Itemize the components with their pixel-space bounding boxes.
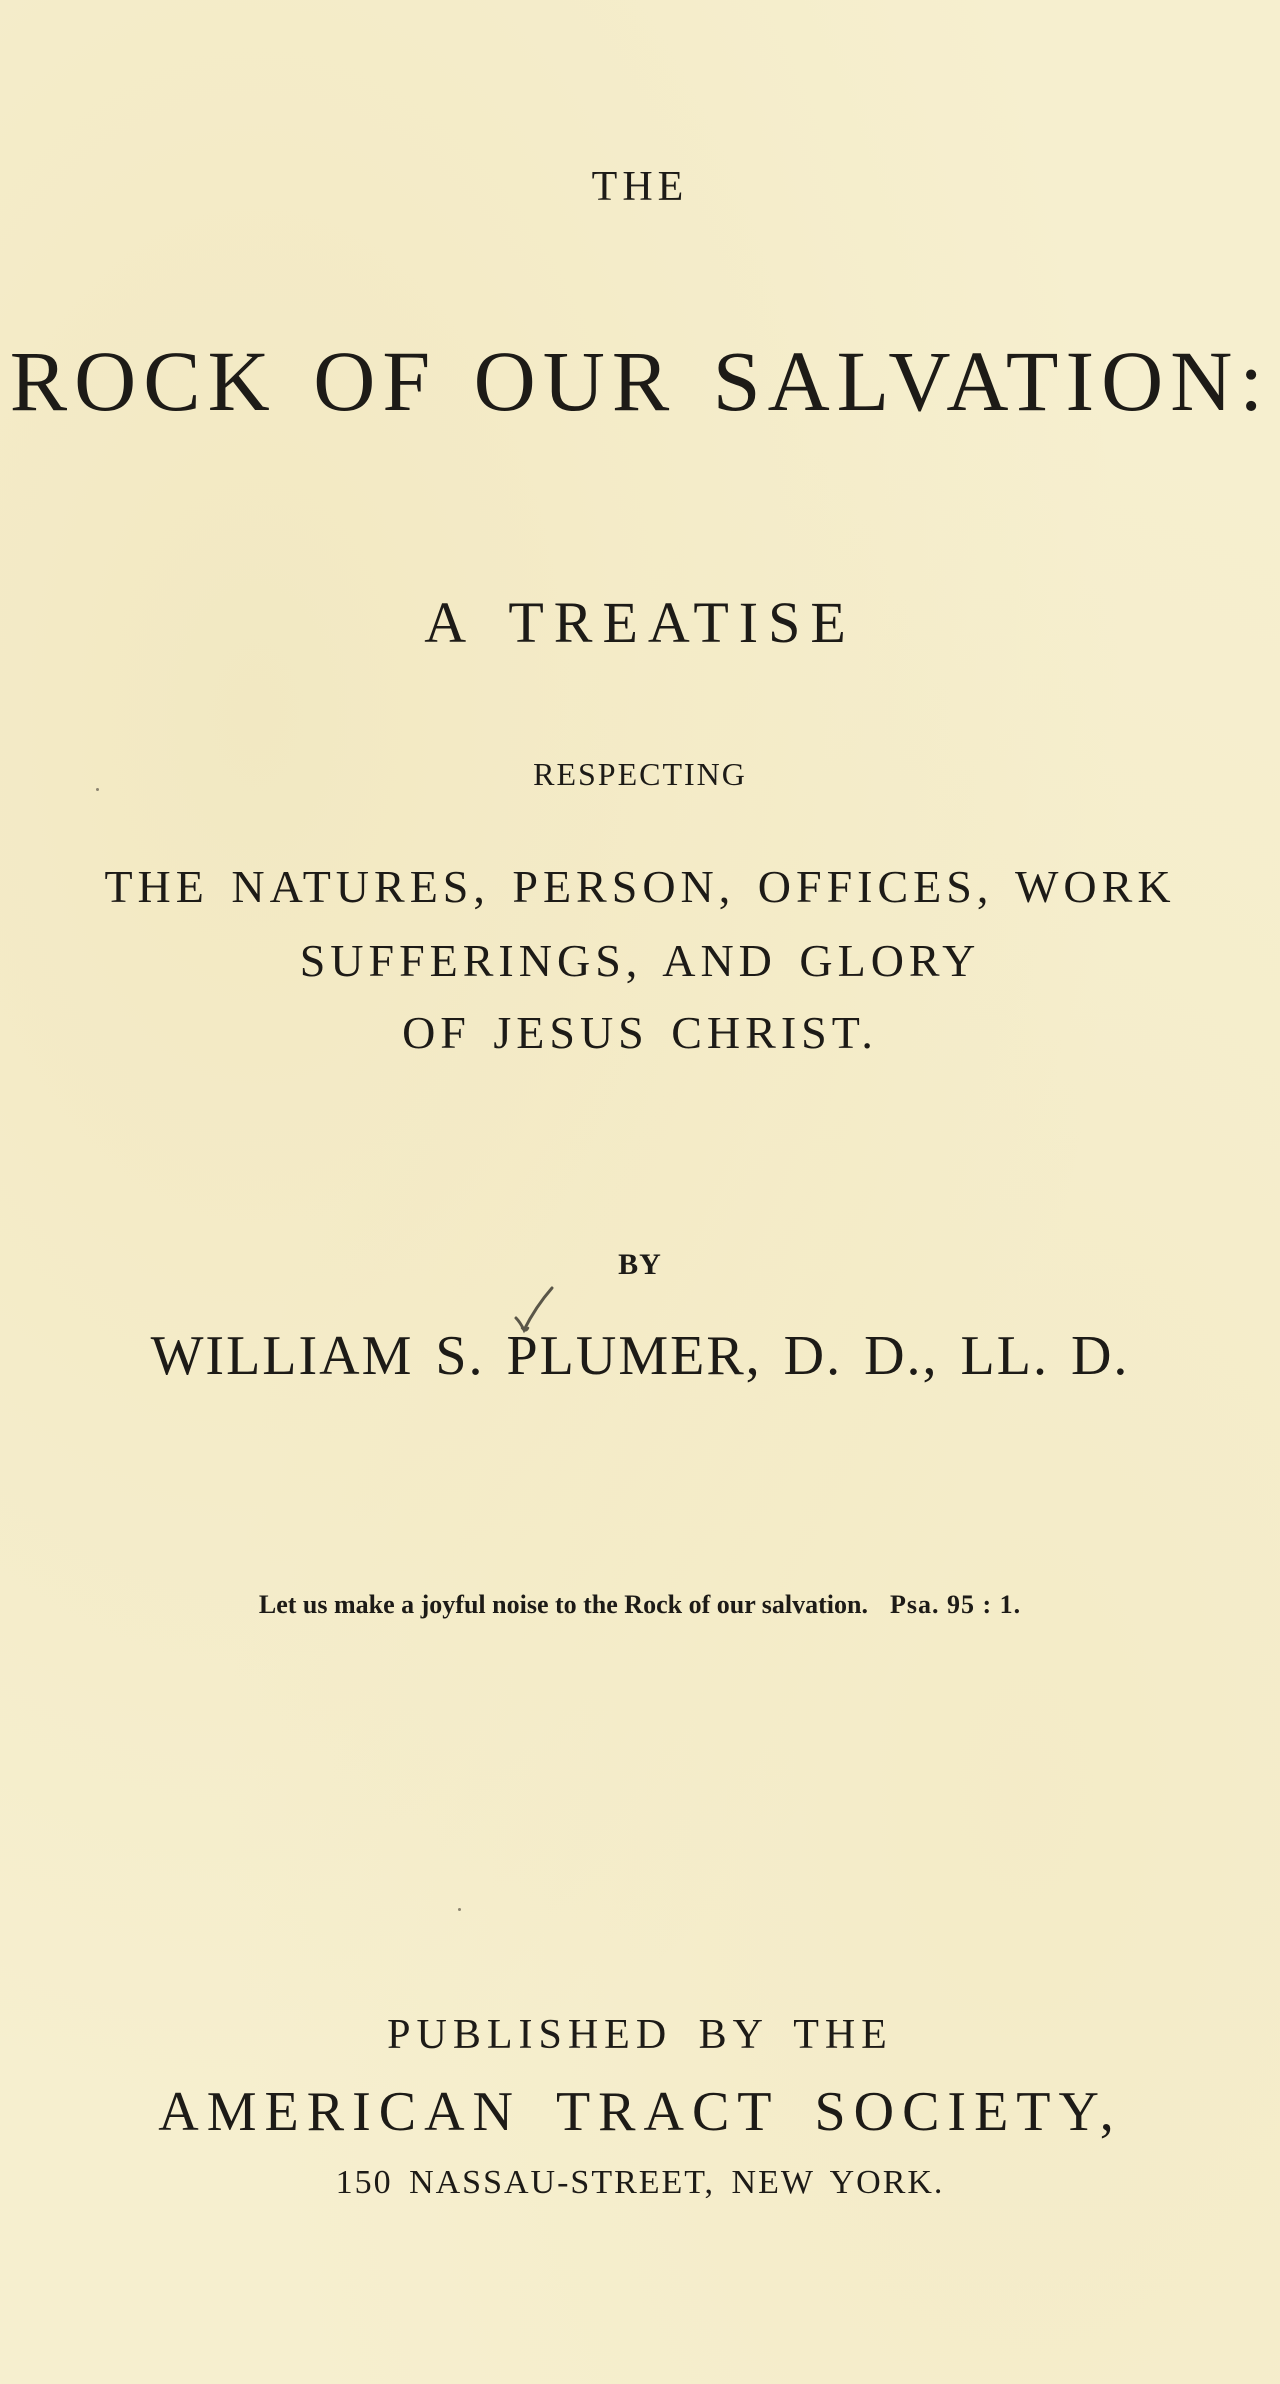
publisher-address: 150 NASSAU-STREET, NEW YORK. bbox=[335, 2164, 945, 2201]
by-label: BY bbox=[618, 1248, 662, 1281]
paper-speck bbox=[96, 788, 99, 791]
book-title: ROCK OF OUR SALVATION: bbox=[9, 333, 1271, 429]
book-subtitle: A TREATISE bbox=[424, 590, 856, 655]
subject-line: THE NATURES, PERSON, OFFICES, WORK bbox=[104, 861, 1176, 912]
epigraph bbox=[0, 1592, 1280, 1618]
title-prefix: THE bbox=[591, 164, 689, 210]
subject-line: SUFFERINGS, AND GLORY bbox=[299, 935, 981, 986]
paper-speck bbox=[458, 1908, 461, 1911]
author-name: WILLIAM S. PLUMER, D. D., LL. D. bbox=[150, 1325, 1130, 1387]
imprint-line: PUBLISHED BY THE bbox=[387, 2012, 893, 2058]
subject-line: OF JESUS CHRIST. bbox=[402, 1007, 878, 1058]
respecting-label: RESPECTING bbox=[533, 756, 747, 792]
epigraph-reference: Psa. 95 : 1. bbox=[889, 1590, 1022, 1619]
epigraph-text: Let us make a joyful noise to the Rock of our salvation. bbox=[258, 1590, 868, 1619]
publisher-name: AMERICAN TRACT SOCIETY, bbox=[158, 2081, 1122, 2143]
